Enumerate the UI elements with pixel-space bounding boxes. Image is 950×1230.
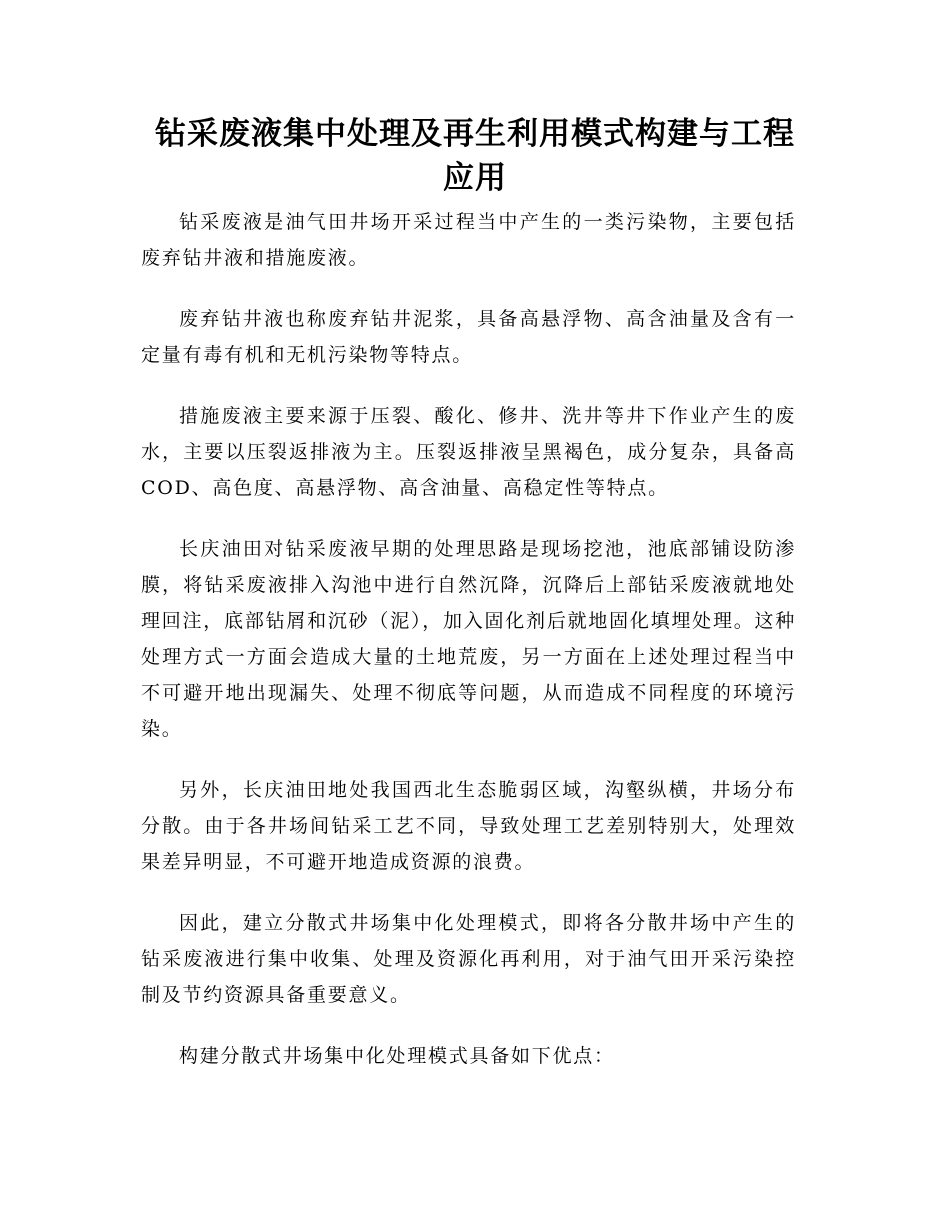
paragraph-early-approach: 长庆油田对钻采废液早期的处理思路是现场挖池，池底部铺设防渗膜，将钻采废液排入沟池中进行自然沉降，沉降后上部钻采废液就地处理回注，底部钻屑和沉砂（泥），加入固化剂后就地固化填埋处理。这种处理方式一方面会造成大量的土地荒废，另一方面在上述处理过程当中不可避开地出现漏失、处理不彻底等问题，从而造成不同程度的环境污染。 xyxy=(141,538,796,740)
document-title: 钻采废液集中处理及再生利用模式构建与工程应用 xyxy=(155,116,795,196)
paragraph-drilling-fluid: 废弃钻井液也称废弃钻井泥浆，具备高悬浮物、高含油量及含有一定量有毒有机和无机污染物等特点。 xyxy=(141,308,796,366)
paragraph-intro: 钻采废液是油气田井场开采过程当中产生的一类污染物，主要包括废弃钻井液和措施废液。 xyxy=(141,211,796,269)
paragraph-significance: 因此，建立分散式井场集中化处理模式，即将各分散井场中产生的钻采废液进行集中收集、处理及资源化再利用，对于油气田开采污染控制及节约资源具备重要意义。 xyxy=(141,912,796,1006)
paragraph-treatment-waste: 措施废液主要来源于压裂、酸化、修井、洗井等井下作业产生的废水，主要以压裂返排液为主。压裂返排液呈黑褐色，成分复杂，具备高COD、高色度、高悬浮物、高含油量、高稳定性等特点。 xyxy=(141,405,796,499)
paragraph-advantages-intro: 构建分散式井场集中化处理模式具备如下优点： xyxy=(179,1045,615,1067)
document-body xyxy=(141,204,796,1099)
paragraph-geography: 另外，长庆油田地处我国西北生态脆弱区域，沟壑纵横，井场分布分散。由于各井场间钻采工艺不同，导致处理工艺差别特别大，处理效果差异明显，不可避开地造成资源的浪费。 xyxy=(141,779,796,873)
